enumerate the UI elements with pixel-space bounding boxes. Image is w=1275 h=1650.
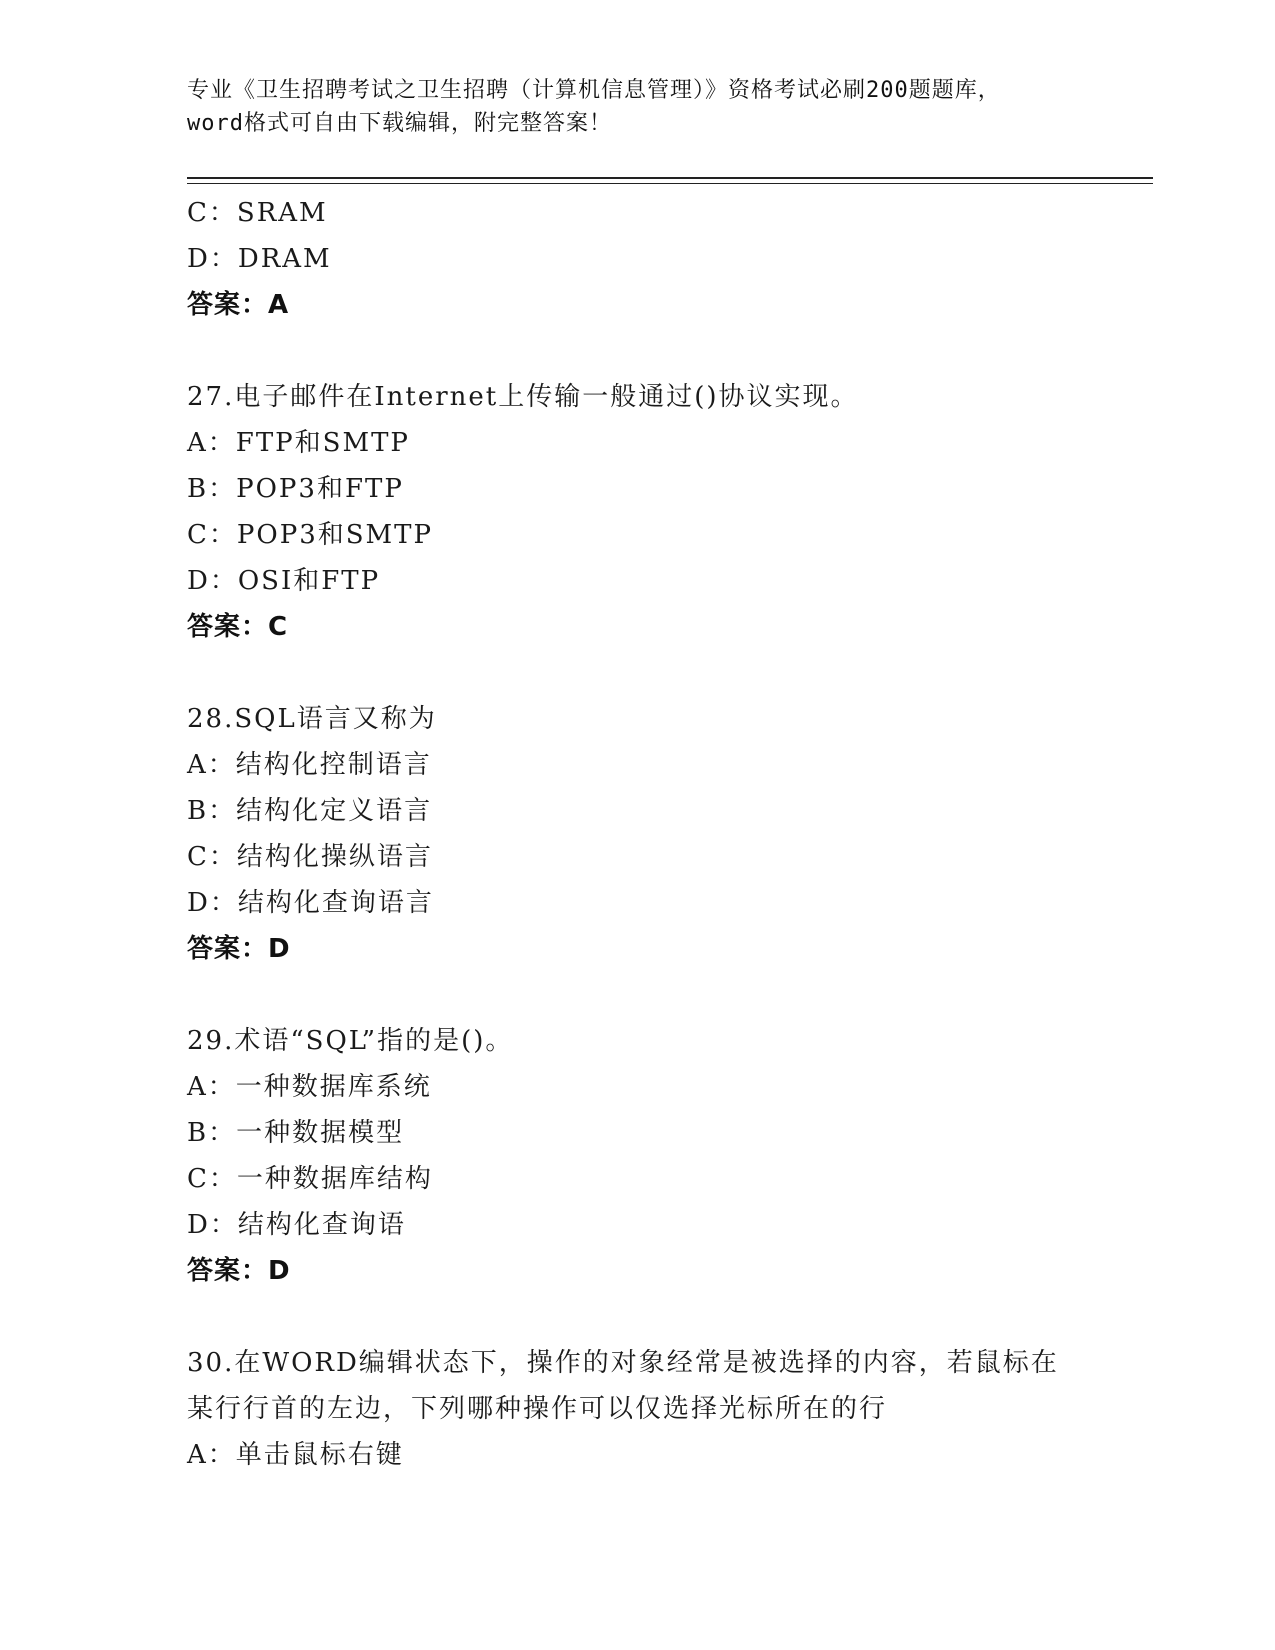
question-list [187,190,1153,1478]
option-b: B：POP3和FTP [187,474,404,504]
spacer [187,650,1153,696]
option-c: C：结构化操纵语言 [187,842,433,872]
option-a: A：单击鼠标右键 [187,1440,404,1470]
spacer [187,972,1153,1018]
question-text: 29.术语“SQL”指的是()。 [187,1026,514,1056]
question-text: 28.SQL语言又称为 [187,704,437,734]
spacer [187,328,1153,374]
question-text-continued: 某行行首的左边，下列哪种操作可以仅选择光标所在的行 [187,1394,888,1424]
option-b: B：结构化定义语言 [187,796,433,826]
header-title-line-2: word格式可自由下载编辑，附完整答案！ [187,111,612,136]
option-c: C：SRAM [187,198,328,228]
header-divider-thick [187,177,1153,179]
option-b: B：一种数据模型 [187,1118,405,1148]
option-d: D：OSI和FTP [187,566,381,596]
option-a: A：一种数据库系统 [187,1072,432,1102]
spacer [187,1294,1153,1340]
header-divider-thin [187,183,1153,184]
document-header [187,74,1087,140]
option-d: D：DRAM [187,244,332,274]
answer-label: 答案：C [187,612,289,642]
question-27 [187,374,1153,650]
option-a: A：FTP和SMTP [187,428,410,458]
option-c: C：一种数据库结构 [187,1164,433,1194]
question-text: 30.在WORD编辑状态下，操作的对象经常是被选择的内容，若鼠标在 [187,1348,1059,1378]
answer-label: 答案：D [187,934,291,964]
option-d: D：结构化查询语 [187,1210,406,1240]
question-text: 27.电子邮件在Internet上传输一般通过()协议实现。 [187,382,859,412]
option-c: C：POP3和SMTP [187,520,434,550]
question-28 [187,696,1153,972]
question-30 [187,1340,1153,1478]
answer-label: 答案：A [187,290,290,320]
header-title-line-1: 专业《卫生招聘考试之卫生招聘（计算机信息管理）》资格考试必刷200题题库， [187,78,1001,103]
answer-label: 答案：D [187,1256,291,1286]
option-a: A：结构化控制语言 [187,750,432,780]
question-29 [187,1018,1153,1294]
question-26-tail [187,190,1153,328]
option-d: D：结构化查询语言 [187,888,434,918]
